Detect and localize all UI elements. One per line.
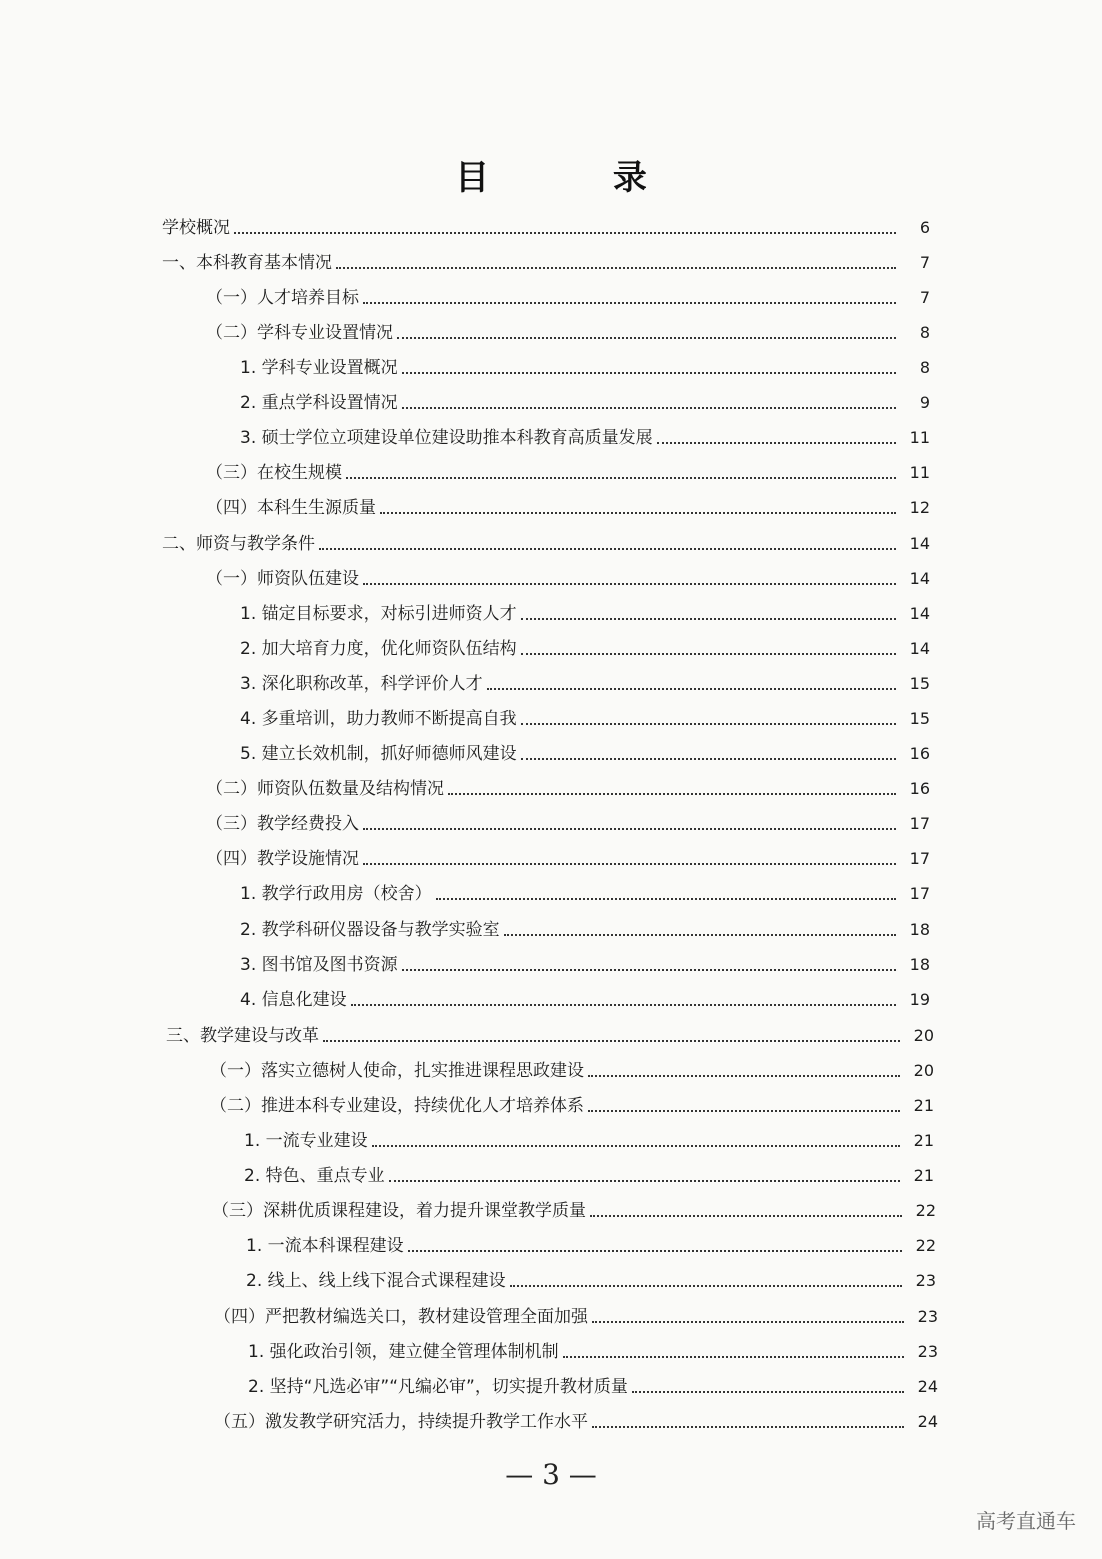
toc-entry-label: 1. 强化政治引领，建立健全管理体制机制	[248, 1342, 559, 1362]
dot-leader	[657, 442, 896, 444]
toc-entry-page: 7	[919, 253, 930, 272]
toc-entry-page: 14	[909, 569, 930, 588]
toc-entry-label: （三）深耕优质课程建设，着力提升课堂教学质量	[212, 1201, 586, 1221]
toc-entry[interactable]	[206, 771, 930, 801]
toc-entry-page: 24	[917, 1377, 938, 1396]
toc-entry-label: 2. 坚持“凡选必审”“凡编必审”，切实提升教材质量	[248, 1377, 628, 1397]
toc-entry-page: 20	[913, 1026, 934, 1045]
toc-entry-page: 16	[909, 744, 930, 763]
dot-leader	[487, 688, 896, 690]
toc-entry[interactable]	[240, 947, 930, 977]
toc-entry-page: 11	[909, 428, 930, 447]
dot-leader	[336, 267, 896, 269]
toc-entry-label: （二）学科专业设置情况	[206, 323, 393, 343]
toc-entry-page: 8	[919, 358, 930, 377]
dot-leader	[346, 477, 896, 479]
toc-entry-page: 21	[913, 1166, 934, 1185]
toc-entry-label: （四）教学设施情况	[206, 849, 359, 869]
toc-entry-label: 二、师资与教学条件	[162, 534, 315, 554]
dot-leader	[319, 548, 896, 550]
toc-entry-page: 11	[909, 463, 930, 482]
watermark-text: 高考直通车	[976, 1509, 1076, 1533]
toc-entry-label: 学校概况	[162, 218, 230, 238]
toc-entry[interactable]	[240, 736, 930, 766]
toc-entry-label: （三）教学经费投入	[206, 814, 359, 834]
toc-entry-label: 1. 一流专业建设	[244, 1131, 368, 1151]
dot-leader	[590, 1215, 902, 1217]
toc-entry-label: 4. 信息化建设	[240, 990, 347, 1010]
toc-entry-label: 2. 特色、重点专业	[244, 1166, 385, 1186]
toc-entry[interactable]	[246, 1263, 936, 1293]
toc-entry-label: （二）师资队伍数量及结构情况	[206, 779, 444, 799]
toc-entry-label: 2. 线上、线上线下混合式课程建设	[246, 1271, 506, 1291]
toc-entry-page: 15	[909, 674, 930, 693]
toc-entry[interactable]	[248, 1334, 938, 1364]
dot-leader	[588, 1075, 900, 1077]
toc-entry-page: 21	[913, 1131, 934, 1150]
toc-entry[interactable]	[246, 1228, 936, 1258]
toc-entry-page: 16	[909, 779, 930, 798]
toc-entry-page: 20	[913, 1061, 934, 1080]
dot-leader	[323, 1040, 900, 1042]
toc-entry-page: 15	[909, 709, 930, 728]
toc-entry-label: 3. 图书馆及图书资源	[240, 955, 398, 975]
toc-entry[interactable]	[240, 631, 930, 661]
toc-entry-page: 7	[919, 288, 930, 307]
page-title: 目 录	[455, 158, 703, 198]
dot-leader	[363, 828, 896, 830]
toc-entry-page: 9	[919, 393, 930, 412]
toc-entry[interactable]	[240, 666, 930, 696]
toc-entry-page: 12	[909, 498, 930, 517]
toc-entry-page: 22	[915, 1236, 936, 1255]
toc-entry[interactable]	[214, 1404, 938, 1434]
toc-entry[interactable]	[240, 912, 930, 942]
toc-entry-label: （三）在校生规模	[206, 463, 342, 483]
toc-entry-label: 1. 锚定目标要求，对标引进师资人才	[240, 604, 517, 624]
toc-entry-label: 5. 建立长效机制，抓好师德师风建设	[240, 744, 517, 764]
dot-leader	[363, 302, 896, 304]
toc-entry[interactable]	[240, 982, 930, 1012]
toc-entry-label: 1. 学科专业设置概况	[240, 358, 398, 378]
toc-entry-label: （二）推进本科专业建设，持续优化人才培养体系	[210, 1096, 584, 1116]
toc-entry[interactable]	[240, 420, 930, 450]
toc-entry-label: 2. 重点学科设置情况	[240, 393, 398, 413]
toc-entry-label: （五）激发教学研究活力，持续提升教学工作水平	[214, 1412, 588, 1432]
toc-entry-label: （四）严把教材编选关口，教材建设管理全面加强	[214, 1307, 588, 1327]
toc-entry[interactable]	[206, 455, 930, 485]
dot-leader	[234, 232, 896, 234]
toc-entry-page: 23	[915, 1271, 936, 1290]
dot-leader	[521, 653, 896, 655]
dot-leader	[521, 758, 896, 760]
toc-entry[interactable]	[206, 315, 930, 345]
toc-entry-page: 8	[919, 323, 930, 342]
dot-leader	[380, 512, 896, 514]
toc-entry-label: 3. 硕士学位立项建设单位建设助推本科教育高质量发展	[240, 428, 653, 448]
dot-leader	[563, 1356, 904, 1358]
toc-entry-page: 21	[913, 1096, 934, 1115]
dot-leader	[363, 583, 896, 585]
toc-entry[interactable]	[166, 1018, 934, 1048]
toc-entry[interactable]	[162, 210, 930, 240]
dot-leader	[592, 1321, 904, 1323]
toc-entry[interactable]	[240, 596, 930, 626]
toc-entry-label: 2. 加大培育力度，优化师资队伍结构	[240, 639, 517, 659]
toc-entry-page: 19	[909, 990, 930, 1009]
dot-leader	[504, 934, 896, 936]
toc-entry-page: 17	[909, 884, 930, 903]
dot-leader	[363, 863, 896, 865]
toc-entry-label: （四）本科生生源质量	[206, 498, 376, 518]
toc-entry-label: （一）落实立德树人使命，扎实推进课程思政建设	[210, 1061, 584, 1081]
toc-entry-label: （一）师资队伍建设	[206, 569, 359, 589]
toc-entry-page: 18	[909, 920, 930, 939]
dot-leader	[521, 723, 896, 725]
toc-entry[interactable]	[162, 245, 930, 275]
toc-entry[interactable]	[210, 1053, 934, 1083]
toc-entry-label: 4. 多重培训，助力教师不断提高自我	[240, 709, 517, 729]
dot-leader	[521, 618, 896, 620]
toc-entry[interactable]	[206, 841, 930, 871]
dot-leader	[588, 1110, 900, 1112]
toc-entry[interactable]	[214, 1299, 938, 1329]
toc-entry-page: 17	[909, 814, 930, 833]
toc-entry-label: （一）人才培养目标	[206, 288, 359, 308]
toc-entry[interactable]	[206, 561, 930, 591]
dot-leader	[592, 1426, 904, 1428]
dot-leader	[408, 1250, 902, 1252]
dot-leader	[402, 372, 896, 374]
toc-entry-label: 1. 一流本科课程建设	[246, 1236, 404, 1256]
toc-entry[interactable]	[240, 350, 930, 380]
toc-entry-page: 14	[909, 534, 930, 553]
toc-entry[interactable]	[210, 1088, 934, 1118]
dot-leader	[372, 1145, 900, 1147]
toc-entry-page: 17	[909, 849, 930, 868]
dot-leader	[389, 1180, 900, 1182]
toc-entry-label: 1. 教学行政用房（校舍）	[240, 884, 432, 904]
dot-leader	[632, 1391, 904, 1393]
toc-entry[interactable]	[206, 490, 930, 520]
dot-leader	[402, 407, 896, 409]
toc-entry-label: 3. 深化职称改革，科学评价人才	[240, 674, 483, 694]
toc-entry[interactable]	[240, 876, 930, 906]
toc-entry-page: 24	[917, 1412, 938, 1431]
toc-entry-page: 14	[909, 639, 930, 658]
toc-entry[interactable]	[206, 280, 930, 310]
toc-entry-page: 23	[917, 1307, 938, 1326]
toc-entry[interactable]	[248, 1369, 938, 1399]
dot-leader	[510, 1285, 902, 1287]
toc-entry-page: 18	[909, 955, 930, 974]
toc-entry-page: 23	[917, 1342, 938, 1361]
dot-leader	[448, 793, 896, 795]
toc-entry-page: 14	[909, 604, 930, 623]
dot-leader	[436, 898, 896, 900]
dot-leader	[402, 969, 896, 971]
toc-entry-page: 6	[919, 218, 930, 237]
toc-entry[interactable]	[212, 1193, 936, 1223]
toc-entry[interactable]	[240, 701, 930, 731]
toc-entry[interactable]	[206, 806, 930, 836]
toc-entry[interactable]	[240, 385, 930, 415]
toc-entry[interactable]	[244, 1123, 934, 1153]
toc-entry-label: 三、教学建设与改革	[166, 1026, 319, 1046]
toc-entry-label: 一、本科教育基本情况	[162, 253, 332, 273]
toc-entry[interactable]	[244, 1158, 934, 1188]
toc-entry[interactable]	[162, 526, 930, 556]
page-number: — 3 —	[505, 1458, 597, 1491]
dot-leader	[397, 337, 896, 339]
toc-entry-page: 22	[915, 1201, 936, 1220]
dot-leader	[351, 1004, 896, 1006]
toc-entry-label: 2. 教学科研仪器设备与教学实验室	[240, 920, 500, 940]
